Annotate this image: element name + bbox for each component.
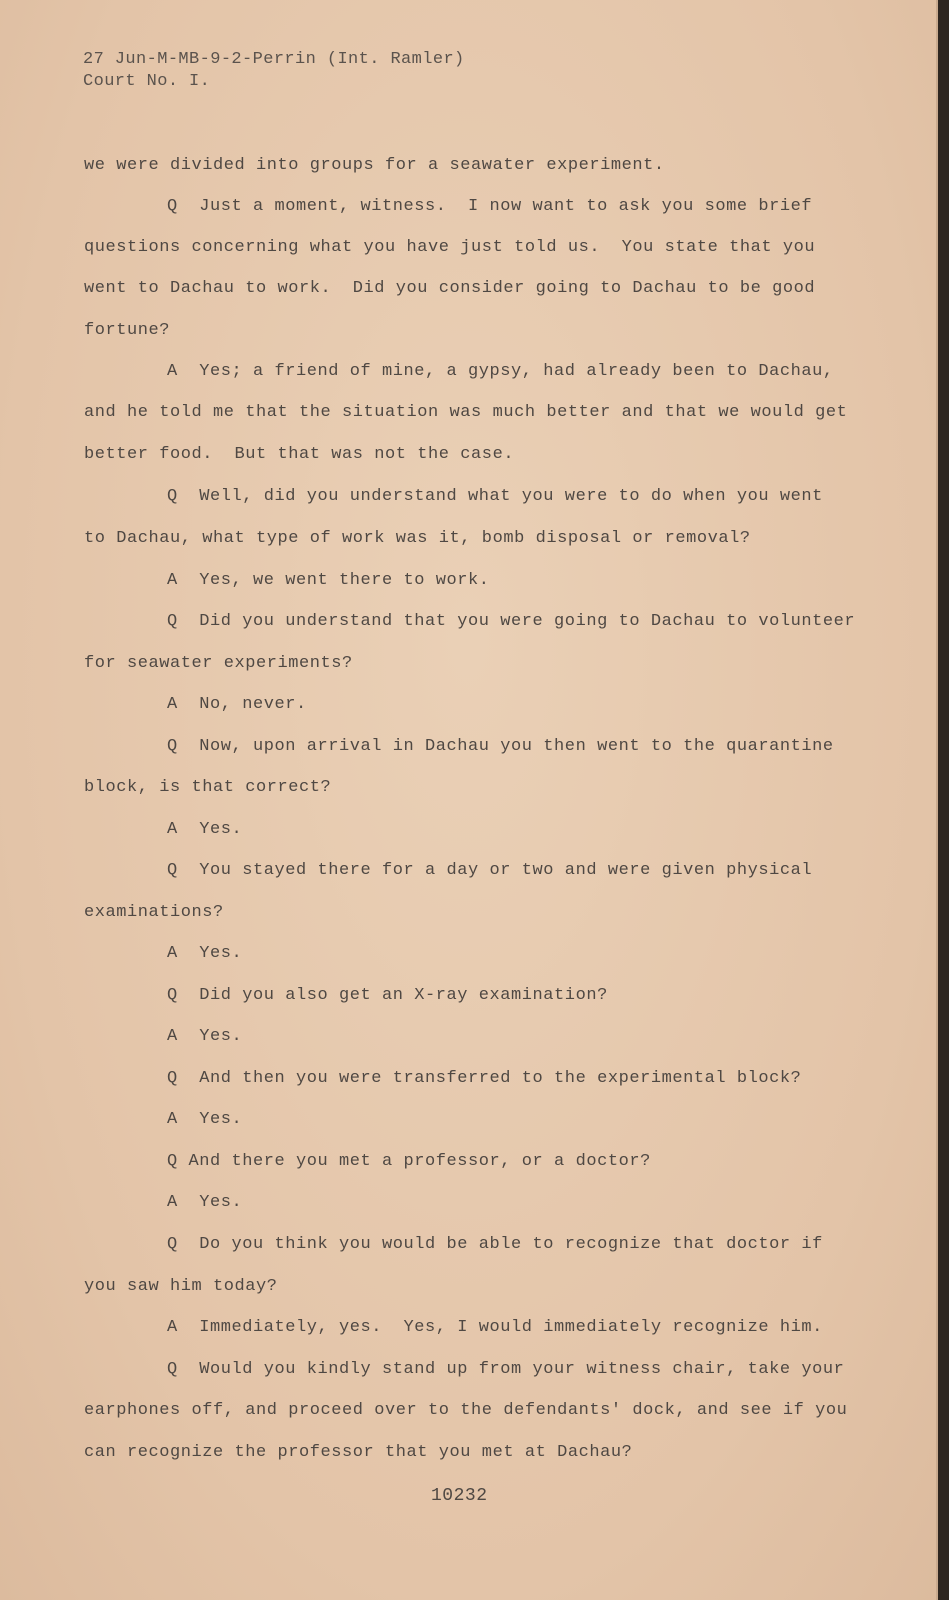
text-line: earphones off, and proceed over to the defendants' dock, and see if you <box>84 1401 848 1420</box>
answer-line: A No, never. <box>167 695 307 714</box>
page-number: 10232 <box>431 1486 488 1506</box>
question-line: Q Now, upon arrival in Dachau you then went to the quarantine <box>167 737 834 756</box>
question-line: Q Just a moment, witness. I now want to ask you some brief <box>167 197 813 216</box>
answer-line: A Yes. <box>167 1193 243 1212</box>
text-line: we were divided into groups for a seawater experiment. <box>84 156 665 175</box>
question-line: Q Would you kindly stand up from your witness chair, take your <box>167 1360 845 1379</box>
text-line: questions concerning what you have just told us. You state that you <box>84 238 816 257</box>
text-line: fortune? <box>84 321 171 340</box>
question-line: Q And there you met a professor, or a doctor? <box>167 1152 651 1171</box>
header-line-2: Court No. I. <box>83 72 211 91</box>
answer-line: A Yes. <box>167 1027 243 1046</box>
answer-line: A Yes. <box>167 1110 243 1129</box>
text-line: for seawater experiments? <box>84 654 353 673</box>
answer-line: A Yes. <box>167 820 243 839</box>
question-line: Q Did you also get an X-ray examination? <box>167 986 608 1005</box>
text-line: you saw him today? <box>84 1277 278 1296</box>
text-line: better food. But that was not the case. <box>84 445 515 464</box>
question-line: Q And then you were transferred to the experimental block? <box>167 1069 802 1088</box>
answer-line: A Yes; a friend of mine, a gypsy, had already been to Dachau, <box>167 362 834 381</box>
text-line: to Dachau, what type of work was it, bomb disposal or removal? <box>84 529 751 548</box>
question-line: Q Did you understand that you were going to Dachau to volunteer <box>167 612 856 631</box>
answer-line: A Yes, we went there to work. <box>167 571 490 590</box>
question-line: Q You stayed there for a day or two and were given physical <box>167 861 813 880</box>
text-line: examinations? <box>84 903 224 922</box>
header-line-1: 27 Jun-M-MB-9-2-Perrin (Int. Ramler) <box>83 50 465 69</box>
text-line: can recognize the professor that you met at Dachau? <box>84 1443 633 1462</box>
question-line: Q Well, did you understand what you were to do when you went <box>167 487 823 506</box>
question-line: Q Do you think you would be able to recognize that doctor if <box>167 1235 823 1254</box>
answer-line: A Yes. <box>167 944 243 963</box>
text-line: block, is that correct? <box>84 778 332 797</box>
scan-edge <box>938 0 949 1600</box>
text-line: went to Dachau to work. Did you consider going to Dachau to be good <box>84 279 816 298</box>
answer-line: A Immediately, yes. Yes, I would immediately recognize him. <box>167 1318 823 1337</box>
text-line: and he told me that the situation was much better and that we would get <box>84 403 848 422</box>
